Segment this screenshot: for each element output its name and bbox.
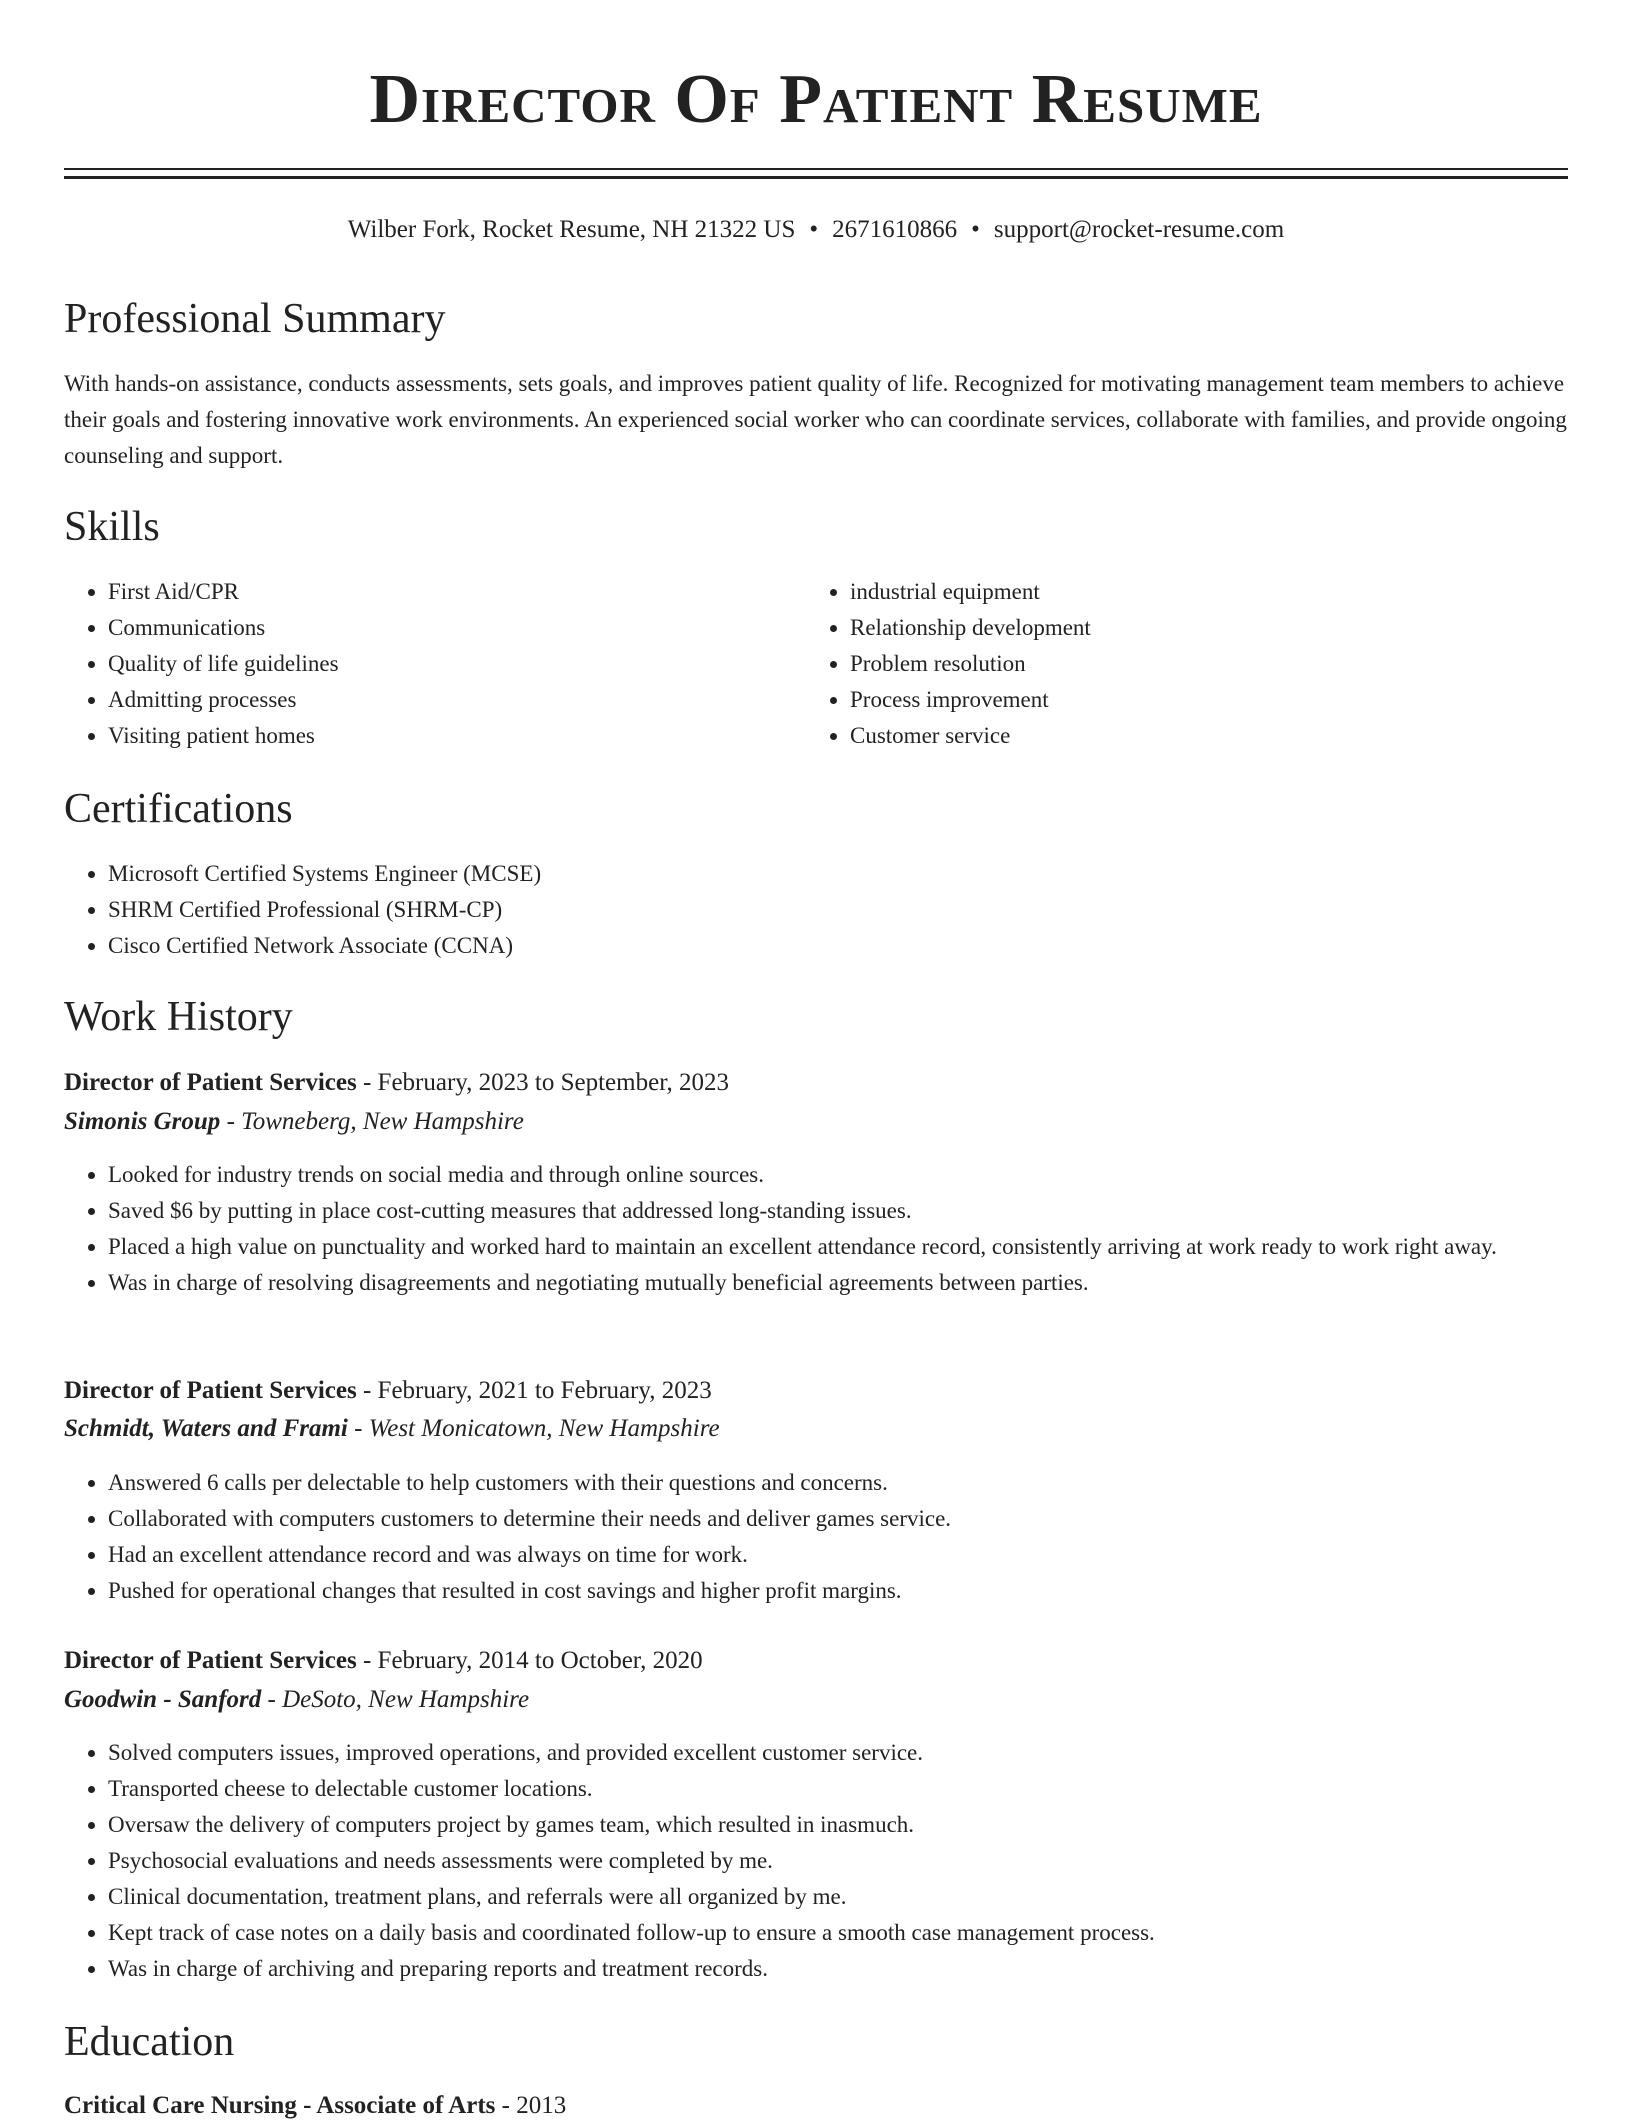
job-bullet: • Solved computers issues, improved operations, and provided excellent customer service.: [108, 1735, 1568, 1771]
job-location: - Towneberg, New Hampshire: [220, 1108, 524, 1135]
contact-address: Wilber Fork, Rocket Resume, NH 21322 US: [347, 216, 796, 243]
education-line: [64, 2087, 1568, 2125]
contact-phone: 2671610866: [832, 216, 958, 243]
certification-item: • Microsoft Certified Systems Engineer (MCSE): [108, 856, 1568, 892]
job-dates: - February, 2023 to September, 2023: [356, 1069, 730, 1096]
skill-item: • Quality of life guidelines: [108, 646, 808, 682]
title-divider-top: [64, 168, 1568, 170]
skills-heading: Skills: [64, 504, 160, 550]
job-bullet: • Clinical documentation, treatment plans, and referrals were all organized by me.: [108, 1879, 1568, 1915]
education-heading: Education: [64, 2019, 235, 2065]
job-bullet: • Had an excellent attendance record and was always on time for work.: [108, 1537, 1568, 1573]
education-year: - 2013: [495, 2092, 567, 2119]
job-company: Simonis Group: [64, 1108, 221, 1135]
skill-item: • Problem resolution: [850, 646, 1610, 682]
skill-item: • Admitting processes: [108, 682, 808, 718]
skills-list-right: [806, 574, 1610, 754]
job-company-line: [64, 1410, 1568, 1448]
skill-item: • Visiting patient homes: [108, 718, 808, 754]
skill-item: • Customer service: [850, 718, 1610, 754]
job-title-line: [64, 1064, 1568, 1102]
job-location: - West Monicatown, New Hampshire: [347, 1415, 720, 1442]
contact-line: [0, 212, 1632, 248]
job-bullets: [64, 1157, 1568, 1301]
job-company: Schmidt, Waters and Frami: [64, 1415, 348, 1442]
skill-item: • Communications: [108, 610, 808, 646]
job-title: Director of Patient Services: [64, 1377, 357, 1404]
job-bullet: • Saved $6 by putting in place cost-cutting measures that addressed long-standing issues.: [108, 1193, 1568, 1229]
job-bullet: • Pushed for operational changes that resulted in cost savings and higher profit margins.: [108, 1573, 1568, 1609]
job-dates: - February, 2021 to February, 2023: [356, 1377, 712, 1404]
job-dates: - February, 2014 to October, 2020: [356, 1647, 703, 1674]
job-bullet: • Looked for industry trends on social media and through online sources.: [108, 1157, 1568, 1193]
job-bullet: • Transported cheese to delectable customer locations.: [108, 1771, 1568, 1807]
summary-heading: Professional Summary: [64, 296, 446, 342]
job-bullet: • Collaborated with computers customers to determine their needs and deliver games service.: [108, 1501, 1568, 1537]
job-company-line: [64, 1103, 1568, 1141]
job-company: Goodwin - Sanford: [64, 1686, 262, 1713]
job-title-line: [64, 1372, 1568, 1410]
contact-separator: •: [809, 216, 819, 243]
job-bullet: • Was in charge of resolving disagreements and negotiating mutually beneficial agreements between parties.: [108, 1265, 1568, 1301]
job-title: Director of Patient Services: [64, 1647, 357, 1674]
job-location: - DeSoto, New Hampshire: [261, 1686, 530, 1713]
skill-item: • Relationship development: [850, 610, 1610, 646]
job-bullet: • Oversaw the delivery of computers project by games team, which resulted in inasmuch.: [108, 1807, 1568, 1843]
job-company-line: [64, 1681, 1568, 1719]
resume-title: Director Of Patient Resume: [369, 61, 1263, 138]
job-title-line: [64, 1642, 1568, 1680]
job-bullets: [64, 1465, 1568, 1609]
certification-item: • Cisco Certified Network Associate (CCNA): [108, 928, 1568, 964]
contact-separator: •: [971, 216, 980, 243]
contact-email: support@rocket-resume.com: [993, 216, 1285, 243]
skill-item: • First Aid/CPR: [108, 574, 808, 610]
job-bullet: • Kept track of case notes on a daily basis and coordinated follow-up to ensure a smooth case management process.: [108, 1915, 1568, 1951]
job-bullet: • Psychosocial evaluations and needs assessments were completed by me.: [108, 1843, 1568, 1879]
certifications-heading: Certifications: [64, 786, 293, 832]
title-divider-bottom: [64, 176, 1568, 179]
certifications-list: [64, 856, 1568, 964]
job-bullet: • Placed a high value on punctuality and worked hard to maintain an excellent attendance record, consistently arriving at work ready to work right away.: [108, 1229, 1568, 1265]
skill-item: • Process improvement: [850, 682, 1610, 718]
job-bullet: • Answered 6 calls per delectable to help customers with their questions and concerns.: [108, 1465, 1568, 1501]
job-bullets: [64, 1735, 1568, 1987]
skills-list-left: [64, 574, 808, 754]
job-title: Director of Patient Services: [64, 1069, 357, 1096]
skill-item: • industrial equipment: [850, 574, 1610, 610]
job-bullet: • Was in charge of archiving and preparing reports and treatment records.: [108, 1951, 1568, 1987]
summary-text: With hands-on assistance, conducts assessments, sets goals, and improves patient quality of life. Recognized for motivating management team members to achieve their goals and fostering innovative work environments. An experienced social worker who can coordinate services, collaborate with families, and provide ongoing counseling and support.: [64, 371, 1567, 468]
certification-item: • SHRM Certified Professional (SHRM-CP): [108, 892, 1568, 928]
work-history-heading: Work History: [64, 994, 293, 1040]
education-degree: Critical Care Nursing - Associate of Arts: [64, 2092, 496, 2119]
